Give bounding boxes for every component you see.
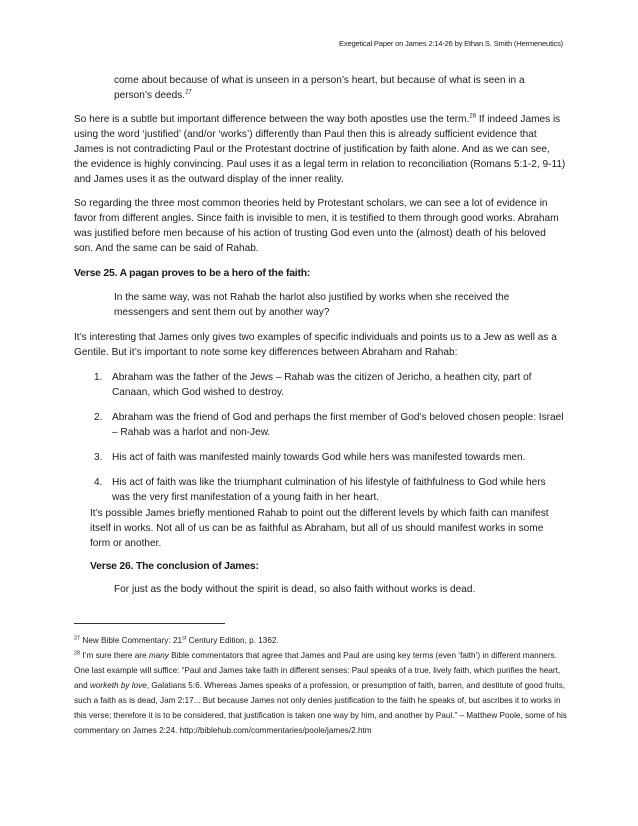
quote-body-spirit — [74, 582, 566, 597]
footnote-28 — [74, 648, 568, 738]
list-item-text: His act of faith was like the triumphant culmination of his lifestyle of faithfulness to God while hers was the very first manifestation of a young faith in her heart. — [112, 477, 546, 503]
list-item — [74, 475, 566, 505]
paragraph-difference-a: So here is a subtle but important difference between the way both apostles use the term. — [74, 114, 470, 125]
footnote-ref-28[interactable]: 28 — [469, 113, 477, 120]
footnotes — [74, 633, 568, 738]
footnote-number: 28 — [74, 650, 81, 657]
list-item-text: Abraham was the father of the Jews – Rahab was the citizen of Jericho, a heathen city, part of Canaan, which God wished to destroy. — [112, 372, 532, 398]
paragraph-examples — [74, 330, 566, 360]
footnote-28-emphasis-worketh: worketh by love — [89, 681, 147, 690]
paragraph-levels-text: It’s possible James briefly mentioned Rahab to point out the different levels by which faith can manifest itself in works. Not all of us can be as faithful as Abraham, but all of us should manifest works in some form or another. — [90, 508, 549, 549]
quote-rahab — [74, 290, 566, 320]
footnote-number: 27 — [74, 635, 81, 642]
paragraph-difference — [74, 112, 566, 187]
paragraph-theories — [74, 196, 566, 256]
list-item-text: Abraham was the friend of God and perhaps the first member of God’s beloved chosen people: Israel – Rahab was a harlot and non-Jew. — [112, 412, 564, 438]
paragraph-levels — [74, 506, 566, 551]
list-number: 3. — [94, 452, 103, 463]
footnote-27-text-end: Century Edition, p. 1362. — [186, 636, 279, 645]
footnote-separator — [74, 623, 225, 624]
running-header: Exegetical Paper on James 2:14-26 by Ethan S. Smith (Hermeneutics) — [338, 39, 563, 48]
heading-verse-25 — [74, 266, 566, 281]
quote-body-spirit-text: For just as the body without the spirit is dead, so also faith without works is dead. — [114, 584, 476, 595]
paragraph-theories-text: So regarding the three most common theories held by Protestant scholars, we can see a lot of evidence in favor from different angles. Since faith is invisible to men, it is testified to them through good works. Abraham was justified before men because of his action of trusting God even unto the (almost) death of his beloved son. And the same can be said of Rahab. — [74, 198, 559, 254]
heading-verse-26-text: Verse 26. The conclusion of James: — [90, 561, 259, 572]
list-item-text: His act of faith was manifested mainly towards God while hers was manifested towards men. — [112, 452, 526, 463]
footnote-27-ordinal: st — [182, 635, 187, 642]
list-item — [74, 370, 566, 400]
footnote-27-text: New Bible Commentary: 21 — [80, 636, 183, 645]
footnote-ref-27[interactable]: 27 — [185, 89, 192, 96]
paragraph-difference-b: If indeed James is using the word ‘justified’ (and/or ‘works’) differently than Paul then this is already sufficient evidence that James is not contradicting Paul or the Protestant doctrine of justification by faith alone. And as we can see, the evidence is highly convincing. Paul uses it as a legal term in relation to reconciliation (Romans 5:1-2, 9-11) and James uses it as the outward display of the inner reality. — [74, 114, 566, 185]
list-item — [74, 450, 566, 465]
quote-deeds — [74, 73, 566, 103]
differences-list — [74, 370, 566, 505]
list-number: 1. — [94, 372, 103, 383]
heading-verse-25-text: Verse 25. A pagan proves to be a hero of the faith: — [74, 268, 311, 279]
paragraph-examples-text: It’s interesting that James only gives two examples of specific individuals and points us to a Jew as well as a Gentile. But it’s important to note some key differences between Abraham and Rahab: — [74, 332, 557, 358]
quote-rahab-text: In the same way, was not Rahab the harlot also justified by works when she received the messengers and sent them out by another way? — [114, 292, 510, 318]
list-number: 4. — [94, 477, 103, 488]
footnote-28-emphasis-many: many — [148, 651, 169, 660]
footnote-28-text-a: I’m sure there are — [80, 651, 149, 660]
footnote-28-text-b: Bible commentators that agree that James and Paul are using key terms (even ‘faith’) in different manners. One last example will suffice: “Paul and James take faith in different senses: Paul speaks of a true, lively faith, which purifies the heart, and — [74, 651, 561, 690]
heading-verse-26 — [74, 559, 566, 574]
list-number: 2. — [94, 412, 103, 423]
list-item — [74, 410, 566, 440]
footnote-27 — [74, 633, 568, 648]
quote-deeds-text: come about because of what is unseen in a person’s heart, but because of what is seen in a person’s deeds. — [114, 75, 525, 101]
footnote-28-text-c: , Galatians 5:6. Whereas James speaks of a profession, or presumption of faith, barren, and destitute of good fruits, such a faith as is dead, Jam 2:17... But because James not only denies justification to the faith he speaks of, but ascribes it to works in this verse; therefore it is to be considered, that justification is taken one way by him, and another by Paul.” – Matthew Poole, some of his commentary on James 2:24. http://biblehub.com/commentaries/poole/james/2.htm — [74, 681, 567, 735]
